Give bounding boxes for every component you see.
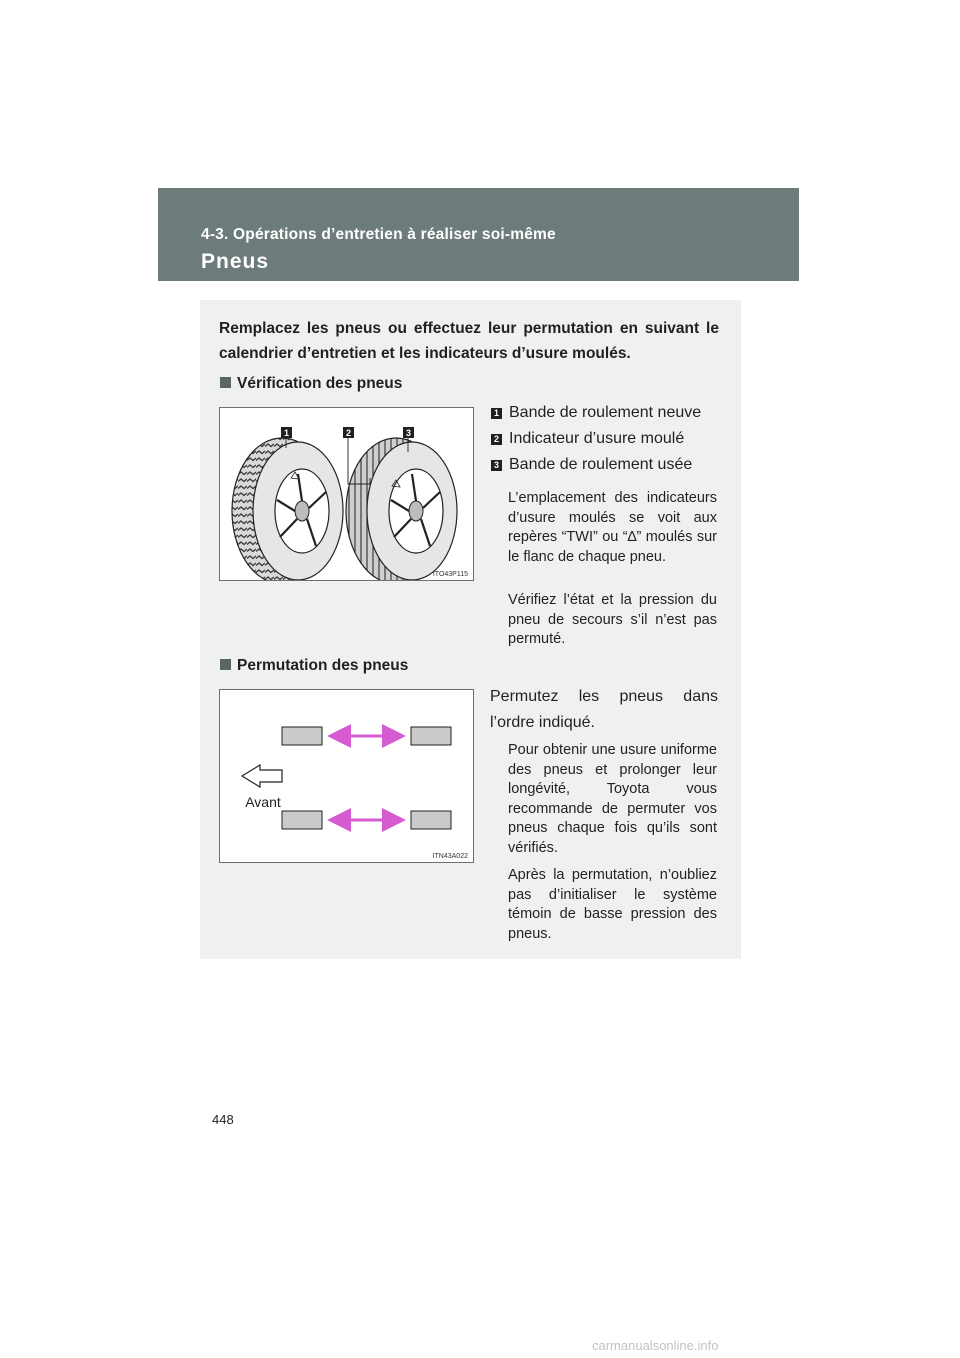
front-label: Avant [245,794,281,810]
number-3-icon: 3 [491,460,502,471]
section-label: 4-3. Opérations d’entretien à réaliser soi-même [201,226,556,243]
legend-label-1: Bande de roulement neuve [509,404,702,421]
legend-item-2 [491,430,684,448]
page-title: Pneus [201,250,270,273]
figure-code: ITN43A022 [432,853,468,860]
watermark: carmanualsonline.info [592,1338,719,1353]
tire-wear-illustration [220,408,473,580]
square-bullet-icon [220,659,231,670]
rotation-heading [220,657,408,675]
intro-text: Remplacez les pneus ou effectuez leur permutation en suivant le calendrier d’entretien et les indicateurs d’usure moulés. [219,320,719,362]
front-arrow-icon [242,765,282,787]
rotation-diagram [220,690,473,862]
check-heading-label: Vérification des pneus [237,375,403,392]
figure-callout-3: 3 [405,428,412,438]
check-note-1: L’emplacement des indicateurs d’usure moulés se voit aux repères “TWI” ou “∆” moulés sur le flanc de chaque pneu. [508,490,717,565]
figure-code: ITO43P115 [432,571,468,578]
square-bullet-icon [220,377,231,388]
rotation-figure [219,689,474,863]
section-header [158,188,799,281]
rotation-heading-label: Permutation des pneus [237,657,409,674]
rotation-note-2: Après la permutation, n’oubliez pas d’initialiser le système témoin de basse pression des pneus. [508,867,717,942]
number-1-icon: 1 [491,408,502,419]
figure-callout-1: 1 [283,428,290,438]
page-number: 448 [212,1112,234,1127]
rotation-note-1: Pour obtenir une usure uniforme des pneus et prolonger leur longévité, Toyota vous recommande de permuter vos pneus chaque fois qu’ils sont vérifiés. [508,742,717,856]
check-heading [220,375,402,393]
legend-item-1 [491,404,701,422]
tire-wear-figure [219,407,474,581]
legend-label-2: Indicateur d’usure moulé [509,430,685,447]
rotation-main-text: Permutez les pneus dans l’ordre indiqué. [490,688,718,731]
legend-label-3: Bande de roulement usée [509,456,693,473]
figure-callout-2: 2 [345,428,352,438]
legend-item-3 [491,456,692,474]
check-note-2: Vérifiez l’état et la pression du pneu de secours s’il n’est pas permuté. [508,592,717,647]
number-2-icon: 2 [491,434,502,445]
